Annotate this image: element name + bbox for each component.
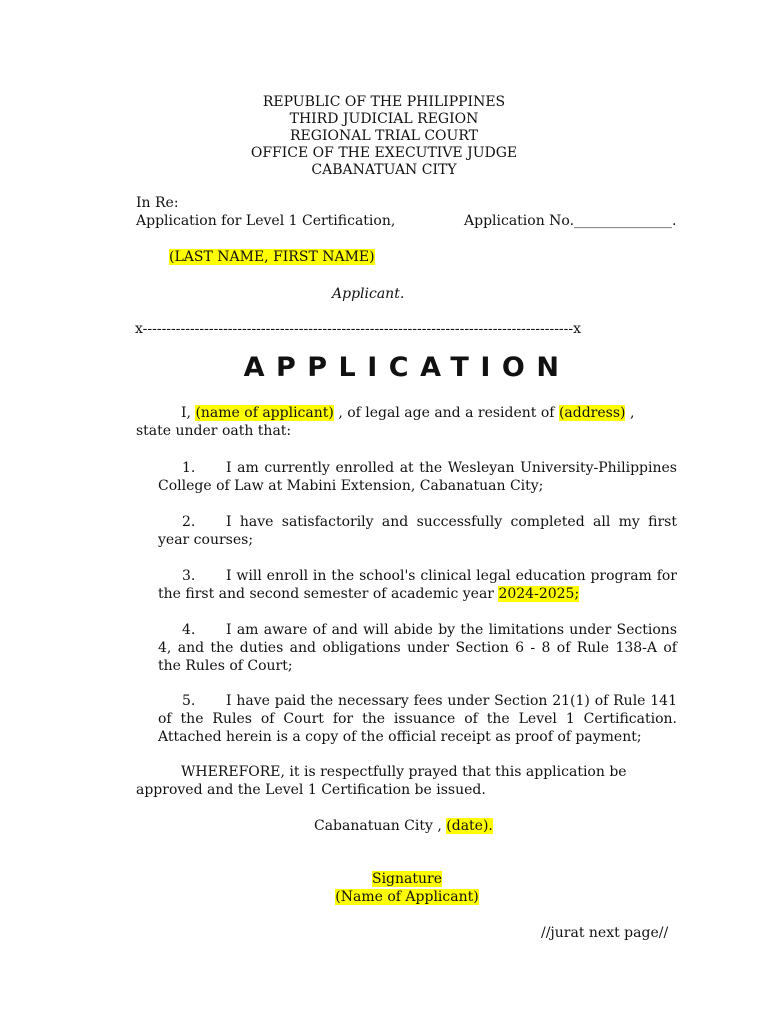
header-line: OFFICE OF THE EXECUTIVE JUDGE bbox=[250, 145, 518, 161]
list-item bbox=[158, 567, 677, 603]
applicant-name-placeholder: (LAST NAME, FIRST NAME) bbox=[169, 249, 375, 265]
intro-prefix: I, bbox=[181, 405, 191, 421]
address-field: (address) bbox=[558, 405, 626, 421]
signature-label: Signature bbox=[371, 871, 442, 887]
wherefore-line-1: WHEREFORE, it is respectfully prayed that this application be bbox=[181, 764, 627, 780]
item-number: 2. bbox=[182, 514, 196, 530]
application-number: Application No.______________. bbox=[464, 213, 677, 229]
item-number: 4. bbox=[182, 622, 196, 638]
in-re-label: In Re: bbox=[136, 195, 179, 211]
wherefore-line-2: approved and the Level 1 Certification be issued. bbox=[136, 782, 486, 798]
place-text: Cabanatuan City , bbox=[314, 818, 442, 834]
application-for: Application for Level 1 Certification, bbox=[136, 213, 396, 229]
item-text: I am currently enrolled at the Wesleyan University-Philippines College of Law at Mabini Extension, Cabanatuan City; bbox=[158, 460, 677, 494]
academic-year-field: 2024-2025; bbox=[498, 586, 580, 602]
list-item bbox=[158, 621, 677, 675]
header-line: CABANATUAN CITY bbox=[311, 162, 457, 178]
court-header bbox=[0, 94, 768, 179]
list-item bbox=[158, 692, 677, 746]
list-item bbox=[158, 459, 677, 495]
signature-name: (Name of Applicant) bbox=[335, 889, 479, 905]
list-item bbox=[158, 513, 677, 549]
item-text: I will enroll in the school's clinical legal education program for the first and second semester of academic year bbox=[158, 568, 677, 602]
intro-middle: , of legal age and a resident of bbox=[338, 405, 555, 421]
header-line: THIRD JUDICIAL REGION bbox=[289, 111, 479, 127]
signature-block bbox=[0, 871, 768, 907]
item-text: I am aware of and will abide by the limitations under Sections 4, and the duties and obligations under Section 6 - 8 of Rule 138-A of the Rules of Court; bbox=[158, 622, 677, 674]
item-number: 1. bbox=[182, 460, 196, 476]
intro-line-2: state under oath that: bbox=[136, 423, 292, 439]
separator-line: x-------------------------------------------------------------------------------------------x bbox=[135, 321, 582, 337]
item-number: 5. bbox=[182, 693, 196, 709]
place-date-line bbox=[314, 818, 493, 834]
applicant-name-line bbox=[169, 249, 375, 265]
intro-suffix: , bbox=[629, 405, 635, 421]
item-text: I have paid the necessary fees under Section 21(1) of Rule 141 of the Rules of Court for the issuance of the Level 1 Certification. Attached herein is a copy of the official receipt as proof of payment; bbox=[158, 693, 677, 745]
header-line: REGIONAL TRIAL COURT bbox=[290, 128, 478, 144]
footer-note: //jurat next page// bbox=[541, 925, 669, 941]
intro-line bbox=[181, 405, 634, 421]
document-title: APPLICATION bbox=[243, 352, 571, 383]
header-line: REPUBLIC OF THE PHILIPPINES bbox=[262, 94, 506, 110]
applicant-label: Applicant. bbox=[332, 286, 405, 302]
date-field: (date). bbox=[446, 818, 493, 834]
item-text: I have satisfactorily and successfully completed all my first year courses; bbox=[158, 514, 677, 548]
applicant-name-field: (name of applicant) bbox=[195, 405, 334, 421]
item-number: 3. bbox=[182, 568, 196, 584]
